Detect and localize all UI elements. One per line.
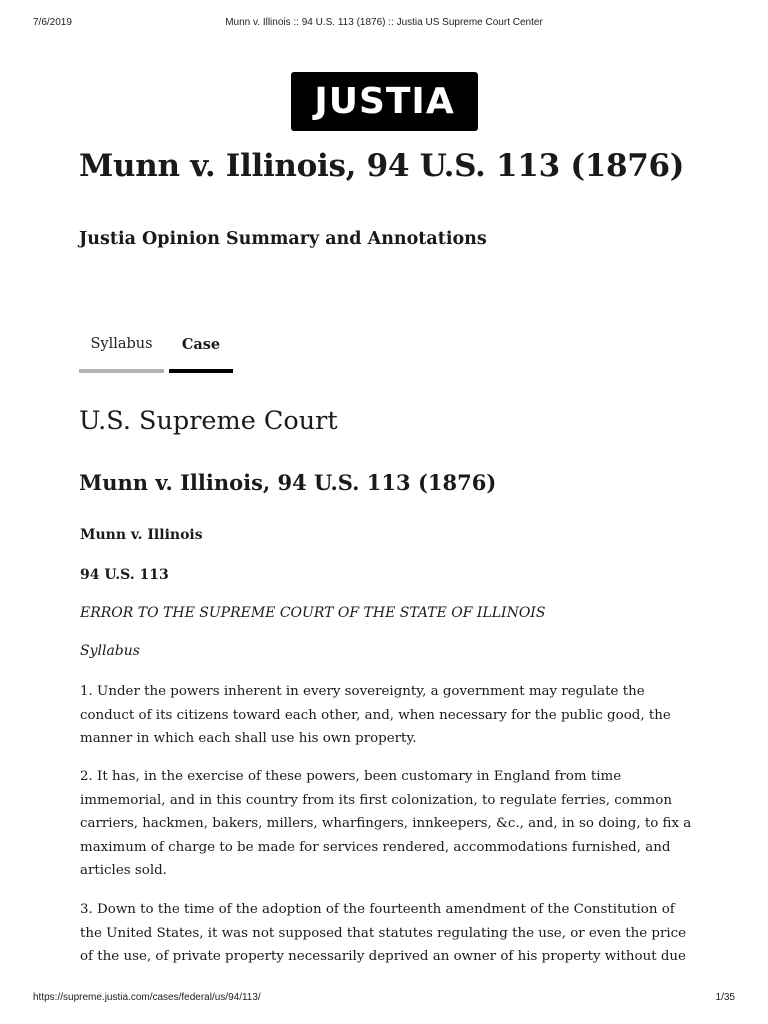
tab-syllabus[interactable]: Syllabus [79,336,164,373]
print-url: https://supreme.justia.com/cases/federal/us/94/113/ [33,992,261,1003]
print-footer [0,992,768,1006]
print-header [0,17,768,31]
case-heading: Munn v. Illinois, 94 U.S. 113 (1876) [79,470,497,495]
syllabus-paragraph-3: 3. Down to the time of the adoption of the fourteenth amendment of the Constitution of the United States, it was not supposed that statutes regulating the use, or even the price of the use, of private property necessarily deprived an owner of his property without due [80,902,687,964]
case-name: Munn v. Illinois [80,527,203,543]
citation: 94 U.S. 113 [80,567,169,583]
summary-heading: Justia Opinion Summary and Annotations [79,229,487,249]
syllabus-label: Syllabus [80,643,140,659]
tab-case[interactable]: Case [169,336,233,373]
print-page-title: Munn v. Illinois :: 94 U.S. 113 (1876) :: Justia US Supreme Court Center [225,17,543,28]
case-title: Munn v. Illinois, 94 U.S. 113 (1876) [79,148,685,184]
print-date: 7/6/2019 [33,17,72,28]
page-number: 1/35 [715,992,735,1003]
error-line: ERROR TO THE SUPREME COURT OF THE STATE OF ILLINOIS [80,605,546,621]
syllabus-paragraph-2: 2. It has, in the exercise of these powers, been customary in England from time immemorial, and in this country from its first colonization, to regulate ferries, common carriers, hackmen, bakers, millers, wharfingers, innkeepers, &c., and, in so doing, to fix a maximum of charge to be made for services rendered, accommodations furnished, and articles sold. [80,769,692,878]
tab-bar [79,336,239,370]
page-cut-region [80,898,692,964]
justia-logo[interactable]: JUSTIA [291,72,478,131]
syllabus-paragraph-1: 1. Under the powers inherent in every sovereignty, a government may regulate the conduct of its citizens toward each other, and, when necessary for the public good, the manner in which each shall use his own property. [80,684,671,746]
court-heading: U.S. Supreme Court [79,406,338,436]
